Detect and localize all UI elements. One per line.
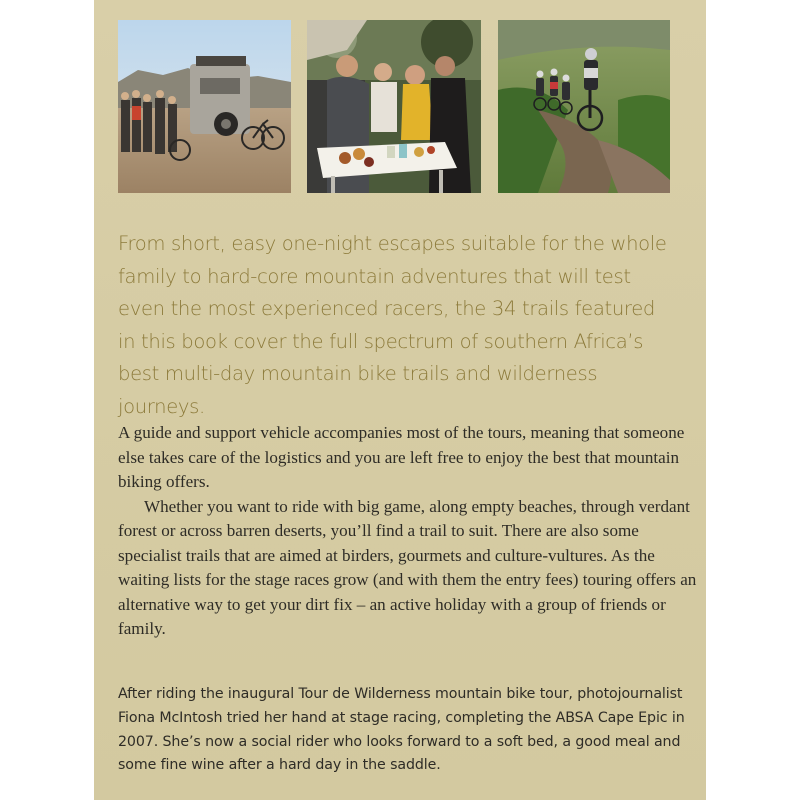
photo-cyclists-on-trail (498, 20, 670, 193)
body-text (118, 421, 700, 642)
photo-riders-with-support-vehicle (118, 20, 291, 193)
back-cover-page (94, 0, 706, 800)
author-bio: After riding the inaugural Tour de Wilderness mountain bike tour, photojournalist Fiona McIntosh tried her hand at stage racing, completing the ABSA Cape Epic in 2007. She’s now a social rider who looks forward to a soft bed, a good meal and some fine wine after a hard day in the saddle. (118, 686, 685, 774)
lead-paragraph: From short, easy one-night escapes suitable for the whole family to hard-core mountain adventures that will test even the most experienced racers, the 34 trails featured in this book cover the full spectrum of southern Africa’s best multi-day mountain bike trails and wilderness journeys. (118, 232, 667, 418)
body-paragraph-2: Whether you want to ride with big game, along empty beaches, through verdant forest or across barren deserts, you’ll find a trail to suit. There are also some specialist trails that are aimed at birders, gourmets and culture-vultures. As the waiting lists for the stage races grow (and with them the entry fees) touring offers an alternative way to get your dirt fix – an active holiday with a group of friends or family. (118, 496, 697, 638)
body-paragraph-1: A guide and support vehicle accompanies most of the tours, meaning that someone else takes care of the logistics and you are left free to enjoy the best that mountain biking offers. (118, 423, 685, 491)
photo-group-sharing-food (307, 20, 481, 193)
